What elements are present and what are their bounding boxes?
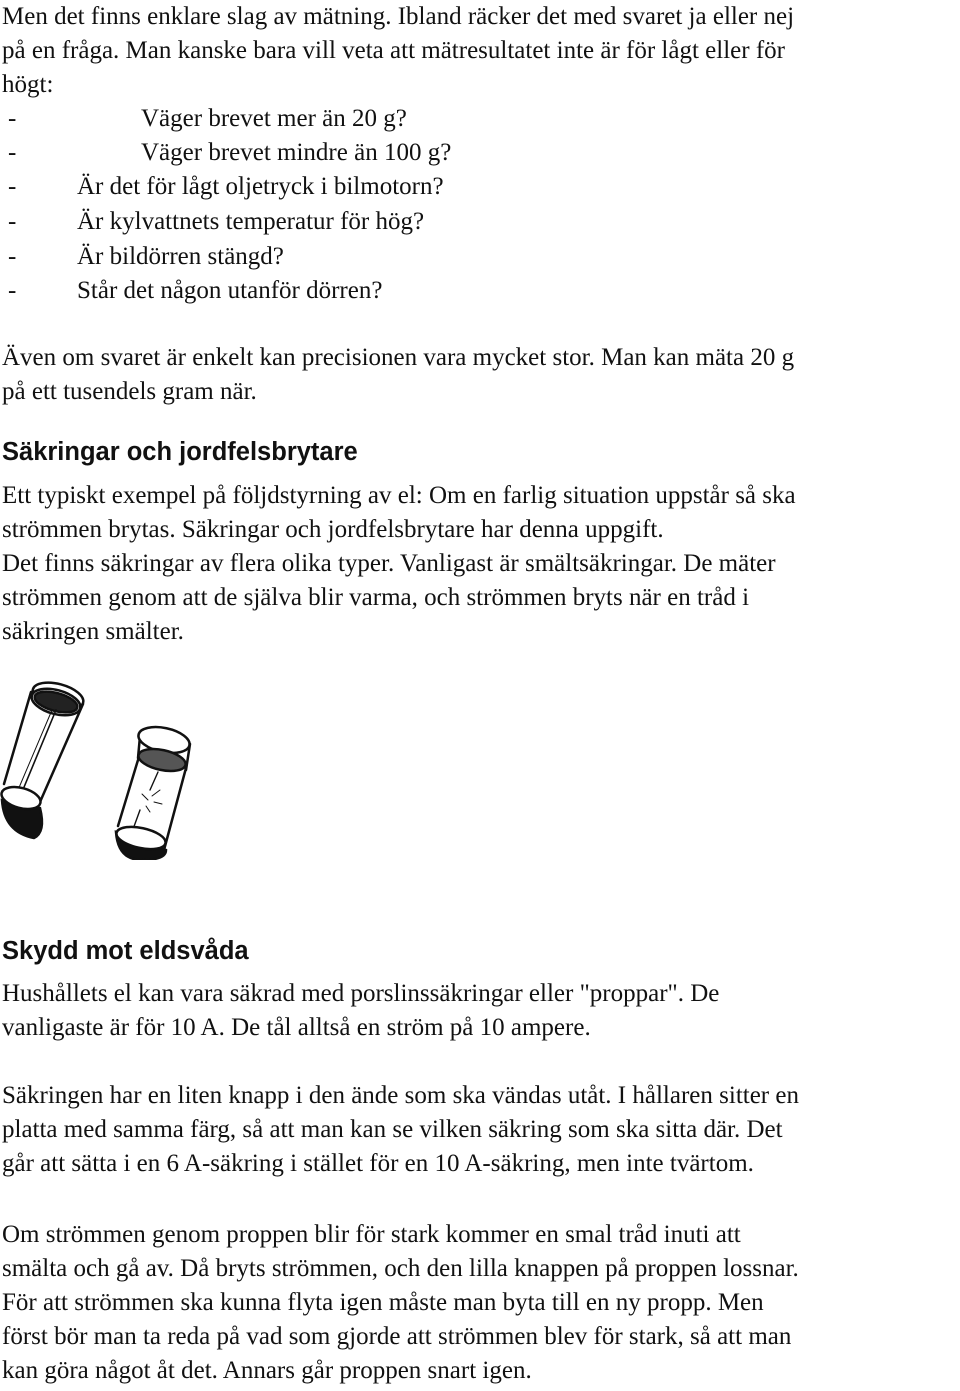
glass-fuses-illustration xyxy=(0,660,215,860)
list-dash: - xyxy=(8,173,17,200)
fuse-blown-icon xyxy=(114,723,191,860)
text-line: säkringen smälter. xyxy=(2,618,184,645)
text-line: strömmen brytas. Säkringar och jordfelsbrytare har denna uppgift. xyxy=(2,516,664,543)
text-line: Ett typiskt exempel på följdstyrning av el: Om en farlig situation uppstår så ska xyxy=(2,482,796,509)
list-item-text: Är det för lågt oljetryck i bilmotorn? xyxy=(77,173,444,200)
text-line: Även om svaret är enkelt kan precisionen vara mycket stor. Man kan mäta 20 g xyxy=(2,344,795,371)
list-item-text: Väger brevet mindre än 100 g? xyxy=(141,139,452,166)
list-item-text: Väger brevet mer än 20 g? xyxy=(141,105,407,132)
list-item-text: Är bildörren stängd? xyxy=(77,243,284,270)
text-line: platta med samma färg, så att man kan se vilken säkring som ska sitta där. Det xyxy=(2,1116,783,1143)
text-line: strömmen genom att de själva blir varma, och strömmen bryts när en tråd i xyxy=(2,584,750,611)
fire-paragraph-2 xyxy=(2,1079,954,1181)
fire-paragraph-3 xyxy=(2,1218,954,1388)
text-line: Hushållets el kan vara säkrad med porslinssäkringar eller "proppar". De xyxy=(2,980,720,1007)
list-dash: - xyxy=(8,208,17,235)
fuse-intact-icon xyxy=(0,678,86,838)
text-line: går att sätta i en 6 A-säkring i stället för en 10 A-säkring, men inte tvärtom. xyxy=(2,1150,754,1177)
text-line: Men det finns enklare slag av mätning. Ibland räcker det med svaret ja eller nej xyxy=(2,3,795,30)
fire-paragraph-1 xyxy=(2,977,954,1045)
list-dash: - xyxy=(8,105,17,132)
list-dash: - xyxy=(8,139,17,166)
text-line: Säkringen har en liten knapp i den ände som ska vändas utåt. I hållaren sitter en xyxy=(2,1082,799,1109)
list-item-text: Står det någon utanför dörren? xyxy=(77,277,383,304)
section-heading: Säkringar och jordfelsbrytare xyxy=(2,438,358,466)
list-item-text: Är kylvattnets temperatur för hög? xyxy=(77,208,425,235)
section-heading: Skydd mot eldsvåda xyxy=(2,937,249,965)
text-line: först bör man ta reda på vad som gjorde att strömmen blev för stark, så att man xyxy=(2,1323,792,1350)
intro-paragraph xyxy=(2,0,954,102)
precision-paragraph xyxy=(2,341,954,409)
text-line: vanligaste är för 10 A. De tål alltså en ström på 10 ampere. xyxy=(2,1014,591,1041)
text-line: kan göra något åt det. Annars går proppen snart igen. xyxy=(2,1357,532,1384)
text-line: Om strömmen genom proppen blir för stark kommer en smal tråd inuti att xyxy=(2,1221,741,1248)
text-line: smälta och gå av. Då bryts strömmen, och den lilla knappen på proppen lossnar. xyxy=(2,1255,799,1282)
text-line: på en fråga. Man kanske bara vill veta att mätresultatet inte är för lågt eller för xyxy=(2,37,785,64)
fuses-paragraph xyxy=(2,479,954,649)
list-dash: - xyxy=(8,243,17,270)
text-line: För att strömmen ska kunna flyta igen måste man byta till en ny propp. Men xyxy=(2,1289,764,1316)
text-line: på ett tusendels gram när. xyxy=(2,378,257,405)
text-line: högt: xyxy=(2,71,54,98)
list-dash: - xyxy=(8,277,17,304)
text-line: Det finns säkringar av flera olika typer. Vanligast är smältsäkringar. De mäter xyxy=(2,550,776,577)
